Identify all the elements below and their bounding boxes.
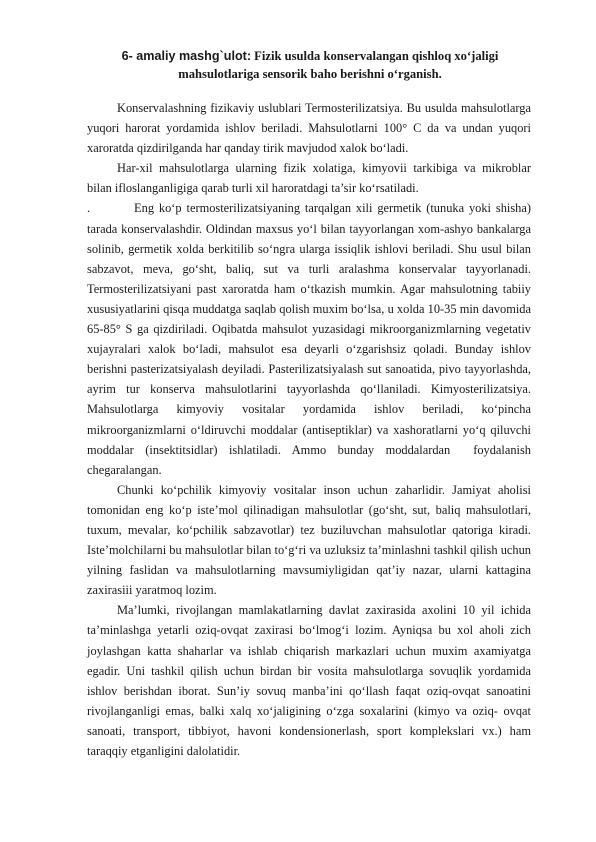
title-lead: 6- amaliy mashg`ulot: — [121, 49, 252, 63]
paragraph-thermal-methods: Konservalashning fizikaviy uslublari Termosterilizatsiya. Bu usulda mahsulotlarga yuqori harorat yordamida ishlov beriladi. Mahsulotlarni 100° C da va undan yuqori xaroratda qizdirilganda har qanday tirik mavjudod xalok bo‘ladi. — [87, 101, 531, 156]
paragraph-chemical-toxicity: Chunki ko‘pchilik kimyoviy vositalar inson uchun zaharlidir. Jamiyat aholisi tomonidan eng ko‘p iste’mol qilinadigan mahsulotlar (go‘sht, sut, baliq mahsulotlari, tuxum, mevalar, ko‘pchilik sabzavotlar) tez buziluvchan mahsulotlar qatoriga kiradi. Iste’molchilarni bu mahsulotlar bilan to‘g‘ri va uzluksiz ta’minlashni tashkil qilish uchun yilning faslidan va mahsulotlarning mavsumiyligidan qat’iy nazar, ularni kattagina zaxirasiii yaratmoq lozim. — [87, 482, 531, 598]
paragraph-state-reserves: Ma’lumki, rivojlangan mamlakatlarning davlat zaxirasida axolini 10 yil ichida ta’minlashga yetarli oziq-ovqat zaxirasi bo‘lmog‘i lozim. Ayniqsa bu xol aholi zich joylashgan katta shaharlar va ishlab chiqarish markazlari uchun muxim axamiyatga egadir. Uni tashkil qilish uchun birdan bir vosita mahsulotlarga sovuqlik yordamida ishlov berishdan iborat. Sun’iy sovuq manba’ini qo‘llash faqat oziq-ovqat sanoatini rivojlanganligi emas, balki xalq xo‘jaligining o‘zga soxalarini (kimyo va oziq- ovqat sanoati, transport, tibbiyot, havoni kondensionerlash, sport komplekslari vx.) ham taraqqiy etganligini dalolatidir. — [87, 603, 531, 758]
title-rest: Fizik usulda konservalangan qishloq xo‘jaligi mahsulotlariga sensorik baho berishni o‘rganish. — [178, 49, 499, 81]
paragraph-termosterilization: . Eng ko‘p termosterilizatsiyaning tarqalgan xili germetik (tunuka yoki shisha) tarada konservalashdir. Oldindan maxsus yo‘l bilan tayyorlangan xom-ashyo bankalarga solinib, germetik xolda berkitilib so‘ngra ularga issiqlik ishlovi beriladi. Shu usul bilan sabzavot, meva, go‘sht, baliq, sut va turli aralashma konservalar tayyorlanadi. Termosterilizatsiyani past xaroratda ham o‘tkazish mumkin. Agar mahsulotning tabiiy xususiyatlarini qisqa muddatga saqlab qolish muxim bo‘lsa, u xolda 10-35 min davomida 65-85° S ga qizdiriladi. Oqibatda mahsulot yuzasidagi mikroorganizmlarning vegetativ xujayralari xalok bo‘ladi, mahsulot esa deyarli o‘zgarishsiz qoladi. Bunday ishlov berishni pasterizatsiyalash deyiladi. Pasterilizatsiyalash sut sanoatida, pivo tayyorlashda, ayrim tur konserva mahsulotlarini tayyorlashda qo‘llaniladi. Kimyosterilizatsiya. Mahsulotlarga kimyoviy vositalar yordamida ishlov beriladi, ko‘pincha mikroorganizmlarni o‘ldiruvchi moddalar (antiseptiklar) va xashoratlarni yo‘q qiluvchi moddalar (insektitsidlar) ishlatiladi. Ammo bunday moddalardan foydalanish chegaralangan. — [87, 201, 535, 477]
document-body — [87, 98, 535, 761]
paragraph-product-treatment: Har-xil mahsulotlarga ularning fizik xolatiga, kimyovii tarkibiga va mikroblar bilan ifloslanganligiga qarab turli xil haroratdagi ta’sir ko‘rsatiladi. — [87, 161, 531, 196]
page-title — [80, 47, 540, 83]
